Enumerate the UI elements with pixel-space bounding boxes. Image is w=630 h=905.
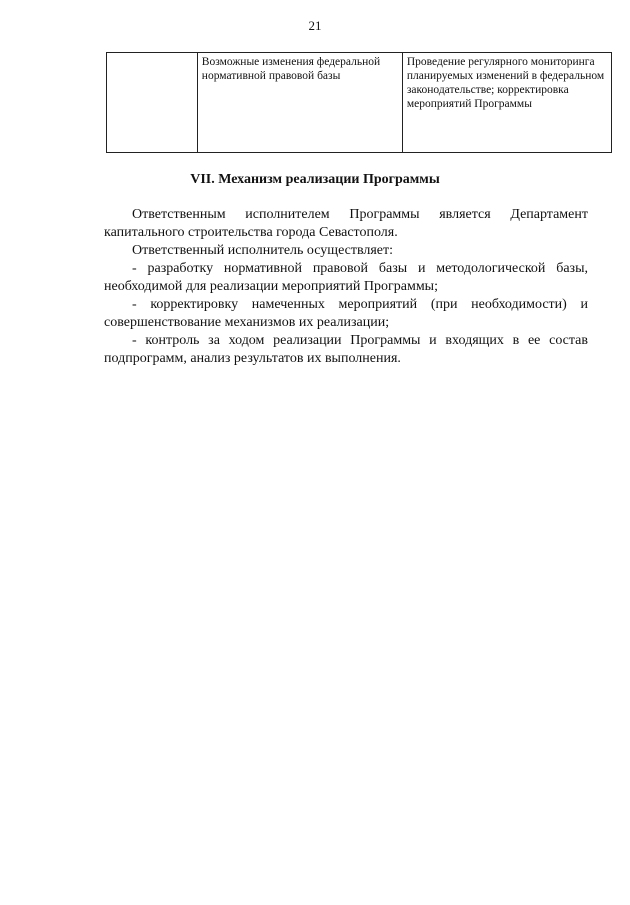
section-body	[104, 206, 588, 368]
risk-table	[106, 52, 612, 153]
paragraph-responsible: Ответственным исполнителем Программы является Департамент капитального строительства города Севастополя.	[104, 207, 588, 240]
table-cell-empty	[107, 53, 198, 153]
section-heading: VII. Механизм реализации Программы	[190, 172, 440, 187]
paragraph-duty-control: - контроль за ходом реализации Программы и входящих в ее состав подпрограмм, анализ результатов их выполнения.	[104, 333, 588, 366]
paragraph-duty-development: - разработку нормативной правовой базы и методологической базы, необходимой для реализации мероприятий Программы;	[104, 261, 588, 294]
table-cell-measures: Проведение регулярного мониторинга планируемых изменений в федеральном законодательстве; корректировка мероприятий Программы	[402, 53, 611, 153]
paragraph-duty-correction: - корректировку намеченных мероприятий (при необходимости) и совершенствование механизмов их реализации;	[104, 297, 588, 330]
page-number: 21	[308, 18, 322, 33]
table-row	[107, 53, 612, 153]
paragraph-duties-intro: Ответственный исполнитель осуществляет:	[132, 243, 394, 258]
table-cell-risk: Возможные изменения федеральной нормативной правовой базы	[197, 53, 402, 153]
